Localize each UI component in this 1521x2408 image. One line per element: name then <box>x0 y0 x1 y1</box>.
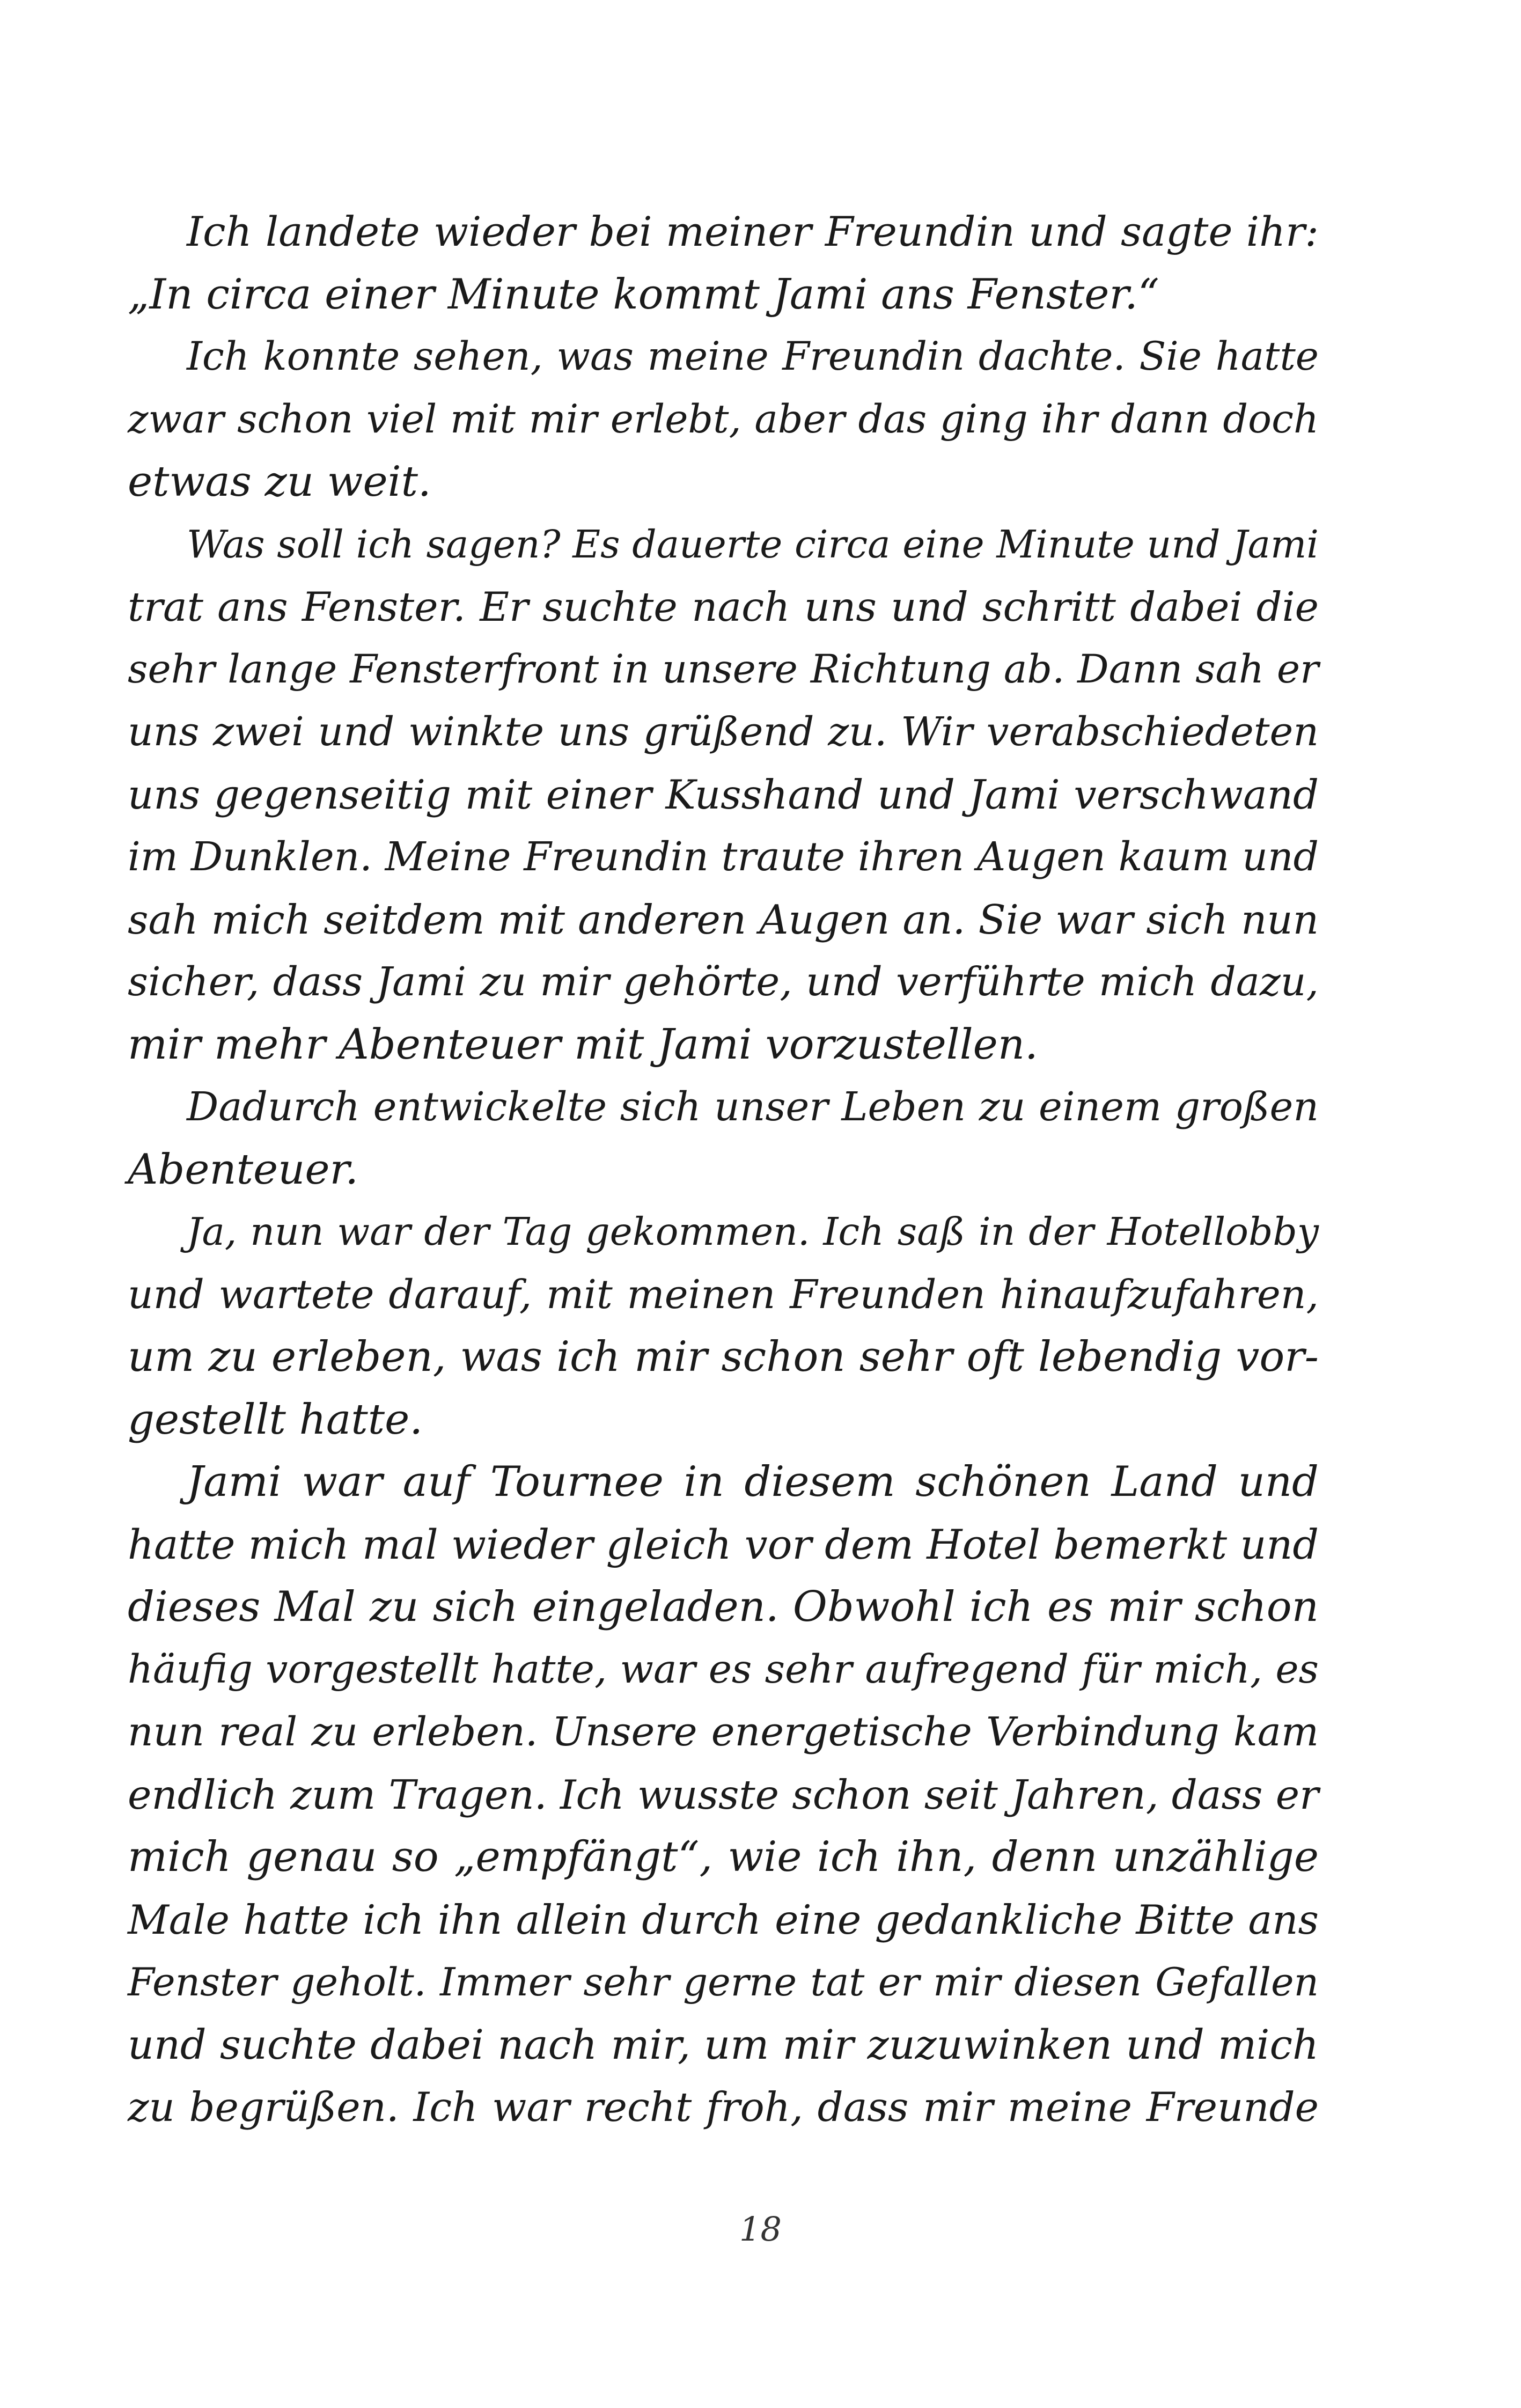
text-line: Was soll ich sagen? Es dauerte circa eine Minute und Jami <box>187 522 1319 567</box>
page-number: 18 <box>739 2209 782 2249</box>
text-line: Dadurch entwickelte sich unser Leben zu einem großen <box>187 1084 1319 1130</box>
text-line: und suchte dabei nach mir, um mir zuzuwinken und mich <box>128 2020 1319 2068</box>
text-line: sicher, dass Jami zu mir gehörte, und verführte mich dazu, <box>128 959 1319 1005</box>
text-line: und wartete darauf, mit meinen Freunden hinaufzufahren, <box>128 1271 1319 1318</box>
text-line: gestellt hatte. <box>128 1395 423 1444</box>
text-line: etwas zu weit. <box>128 458 431 506</box>
text-line: Ich konnte sehen, was meine Freundin dachte. Sie hatte <box>187 334 1319 379</box>
text-line: um zu erleben, was ich mir schon sehr oft lebendig vor- <box>128 1333 1319 1381</box>
text-line: uns gegenseitig mit einer Kusshand und Jami verschwand <box>128 770 1319 818</box>
text-line: Ich landete wieder bei meiner Freundin und sagte ihr: <box>187 208 1319 255</box>
text-line: zu begrüßen. Ich war recht froh, dass mir meine Freunde <box>128 2083 1319 2131</box>
text-line: Jami war auf Tournee in diesem schönen Land und <box>187 1458 1319 1506</box>
text-line: sah mich seitdem mit anderen Augen an. Sie war sich nun <box>128 895 1319 943</box>
body-text <box>128 201 1319 2139</box>
text-line: mir mehr Abenteuer mit Jami vorzustellen. <box>128 1020 1038 1069</box>
text-line: im Dunklen. Meine Freundin traute ihren Augen kaum und <box>128 834 1319 880</box>
text-line: hatte mich mal wieder gleich vor dem Hotel bemerkt und <box>128 1520 1319 1568</box>
text-line: dieses Mal zu sich eingeladen. Obwohl ich es mir schon <box>128 1583 1319 1631</box>
text-line: Ja, nun war der Tag gekommen. Ich saß in der Hotellobby <box>187 1209 1319 1254</box>
text-line: häufig vorgestellt hatte, war es sehr aufregend für mich, es <box>128 1646 1319 1692</box>
text-line: Abenteuer. <box>128 1145 359 1194</box>
text-line: „In circa einer Minute kommt Jami ans Fenster.“ <box>128 270 1159 319</box>
text-line: nun real zu erleben. Unsere energetische Verbindung kam <box>128 1709 1319 1755</box>
text-line: endlich zum Tragen. Ich wusste schon seit Jahren, dass er <box>128 1771 1319 1818</box>
text-line: sehr lange Fensterfront in unsere Richtung ab. Dann sah er <box>128 646 1319 692</box>
text-line: Fenster geholt. Immer sehr gerne tat er mir diesen Gefallen <box>128 1959 1319 2005</box>
text-line: uns zwei und winkte uns grüßend zu. Wir verabschiedeten <box>128 709 1319 755</box>
text-line: Male hatte ich ihn allein durch eine gedankliche Bitte ans <box>128 1896 1319 1943</box>
text-line: mich genau so „empfängt“, wie ich ihn, denn unzählige <box>128 1833 1319 1881</box>
text-line: trat ans Fenster. Er suchte nach uns und schritt dabei die <box>128 583 1319 630</box>
text-line: zwar schon viel mit mir erlebt, aber das ging ihr dann doch <box>128 396 1319 442</box>
